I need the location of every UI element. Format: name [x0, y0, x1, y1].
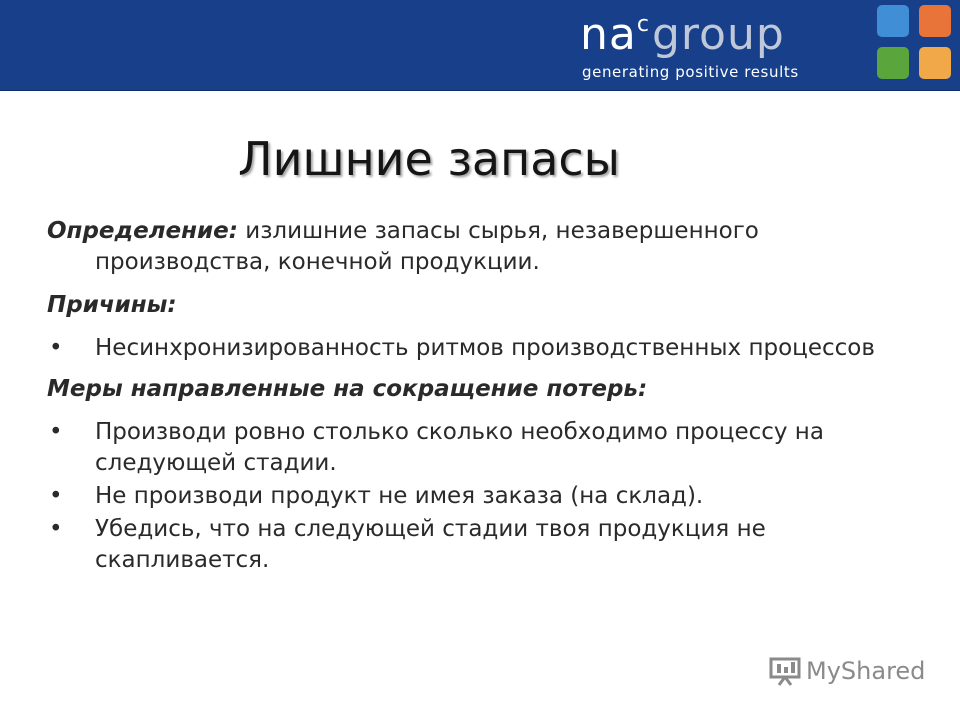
causes-list [47, 333, 927, 364]
list-item [47, 514, 927, 576]
measures-list [47, 417, 927, 576]
bullet-icon: • [49, 516, 63, 542]
logo-c: c [636, 12, 650, 37]
bullet-icon: • [49, 419, 63, 445]
header-banner [0, 0, 960, 91]
presentation-icon [768, 656, 802, 686]
logo-tagline: generating positive results [582, 63, 799, 81]
list-item [47, 481, 927, 512]
definition-paragraph [47, 216, 927, 278]
measures-heading: Меры направленные на сокращение потерь: [47, 376, 648, 402]
bullet-icon: • [49, 483, 63, 509]
list-item [47, 417, 927, 479]
causes-heading: Причины: [47, 292, 177, 318]
bullet-icon: • [49, 335, 63, 361]
logo-na: na [580, 9, 637, 60]
green-square-icon [877, 47, 909, 79]
cause-text: Несинхронизированность ритмов производственных процессов [95, 335, 875, 361]
measure-text: Убедись, что на следующей стадии твоя продукция не скапливается. [95, 516, 766, 573]
definition-text: излишние запасы сырья, незавершенного производства, конечной продукции. [95, 218, 759, 275]
measure-text: Не производи продукт не имея заказа (на склад). [95, 483, 704, 509]
nac-group-logo [580, 10, 785, 60]
slide-title: Лишние запасы [238, 132, 620, 186]
myshared-watermark [768, 656, 925, 686]
logo-group: group [651, 9, 785, 60]
definition-label: Определение: [47, 218, 238, 244]
slide-body [47, 216, 927, 586]
list-item [47, 333, 927, 364]
orange-square-icon [919, 5, 951, 37]
yellow-square-icon [919, 47, 951, 79]
measure-text: Производи ровно столько сколько необходимо процессу на следующей стадии. [95, 419, 824, 476]
logo-squares-icon [877, 5, 955, 83]
watermark-text: MyShared [806, 657, 926, 685]
blue-square-icon [877, 5, 909, 37]
